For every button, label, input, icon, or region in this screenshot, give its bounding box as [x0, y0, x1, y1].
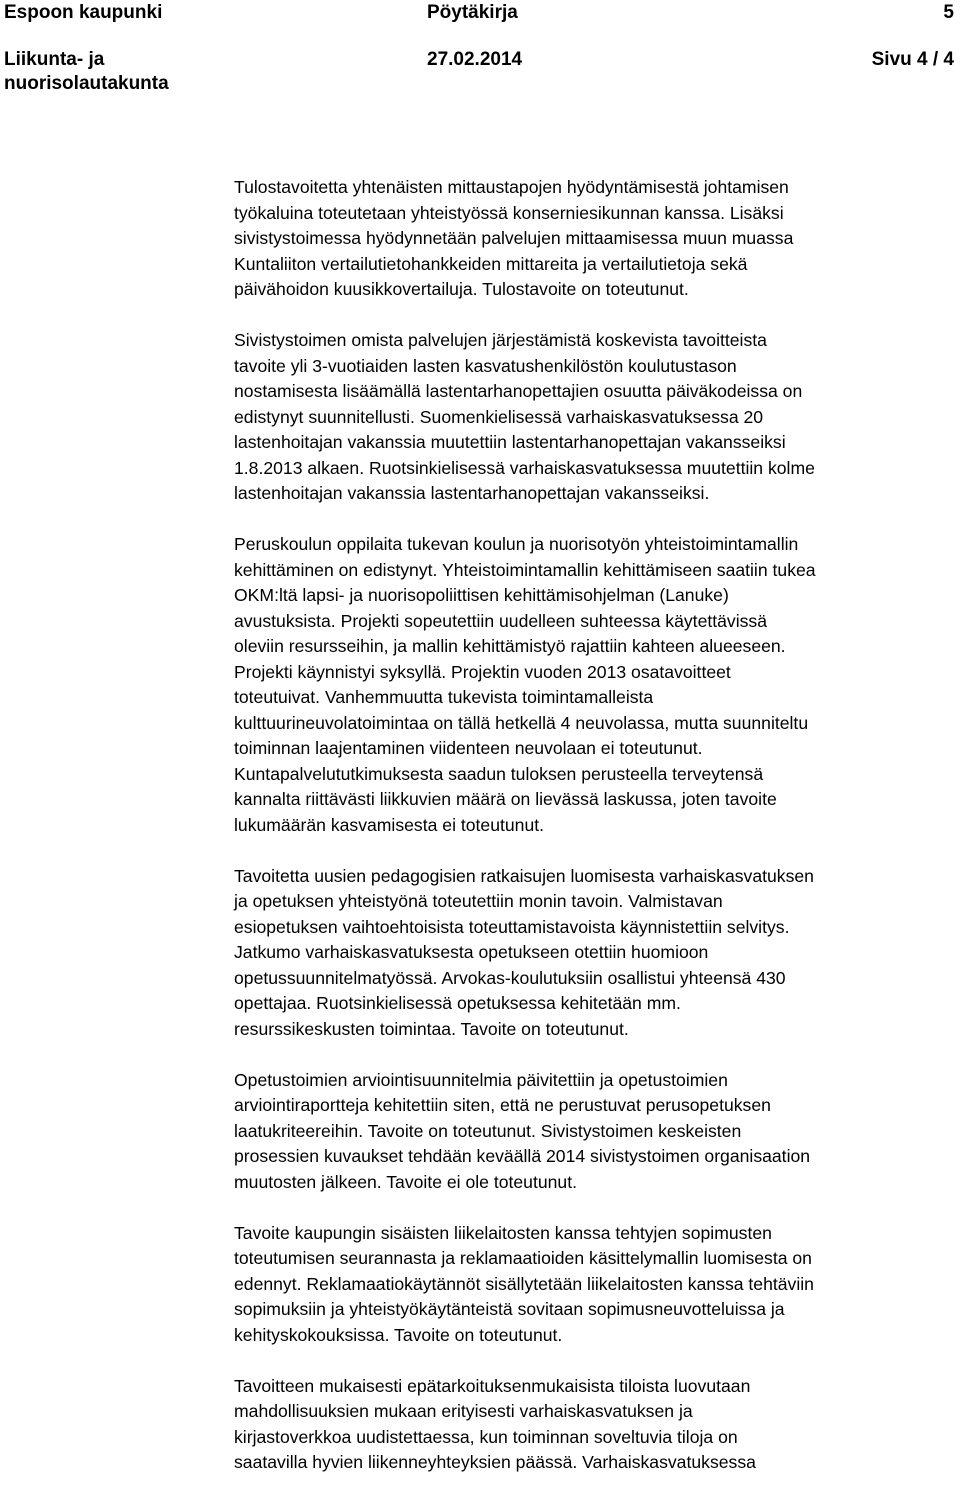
document-header [0, 0, 960, 94]
paragraph: Tulostavoitetta yhtenäisten mittaustapojen hyödyntämisestä johtamisen työkaluina toteutetaan yhteistyössä konserniesikunnan kanssa. Lisäksi sivistystoimessa hyödynnetään palvelujen mittaamisessa muun muassa Kuntaliiton vertailutietohankkeiden mittareita ja vertailutietoja sekä päivähoidon kuusikkovertailuja. Tulostavoite on toteutunut. [234, 177, 794, 299]
section-number: 5 [943, 2, 954, 23]
paragraph: Tavoitteen mukaisesti epätarkoituksenmukaisista tiloista luovutaan mahdollisuuksien mukaan erityisesti varhaiskasvatuksen ja kirjastoverkkoa uudistettaessa, kun toiminnan soveltuvia tiloja on saatavilla hyvien liikenneyhteyksien päässä. Varhaiskasvatuksessa [234, 1375, 756, 1472]
meeting-date: 27.02.2014 [427, 49, 523, 70]
page-number: Sivu 4 / 4 [871, 49, 954, 70]
committee-name [4, 48, 204, 96]
paragraph: Peruskoulun oppilaita tukevan koulun ja nuorisotyön yhteistoimintamallin kehittäminen on edistynyt. Yhteistoimintamallin kehittämiseen saatiin tukea OKM:ltä lapsi- ja nuorisopoliittisen kehittämisohjelman (Lanuke) avustuksista. Projekti sopeutettiin uudelleen suhteessa käytettävissä oleviin resursseihin, ja mallin kehittämistyö rajattiin kahteen alueeseen. Projekti käynnistyi syksyllä. Projektin vuoden 2013 osatavoitteet toteutuivat. Vanhemmuutta tukevista toimintamalleista kulttuurineuvolatoimintaa on tällä hetkellä 4 neuvolassa, mutta suunniteltu toiminnan laajentaminen viidenteen neuvolaan ei toteutunut. Kuntapalvelututkimuksesta saadun tuloksen perusteella terveytensä kannalta riittävästi liikkuvien määrä on lievässä laskussa, joten tavoite lukumäärän kasvamisesta ei toteutunut. [234, 534, 816, 835]
paragraph: Tavoitetta uusien pedagogisien ratkaisujen luomisesta varhaiskasvatuksen ja opetuksen yhteistyönä toteutettiin monin tavoin. Valmistavan esiopetuksen vaihtoehtoisista toteuttamistavoista käynnistettiin selvitys. Jatkumo varhaiskasvatuksesta opetukseen otettiin huomioon opetussuunnitelmatyössä. Arvokas-koulutuksiin osallistui yhteensä 430 opettajaa. Ruotsinkielisessä opetuksessa kehitetään mm. resurssikeskusten toimintaa. Tavoite on toteutunut. [234, 865, 814, 1039]
document-body [234, 175, 960, 1501]
paragraph: Tavoite kaupungin sisäisten liikelaitosten kanssa tehtyjen sopimusten toteutumisen seurannasta ja reklamaatioiden käsittelymallin luomisesta on edennyt. Reklamaatiokäytännöt sisällytetään liikelaitosten kanssa tehtäviin sopimuksiin ja yhteistyökäytänteistä sovitaan sopimusneuvotteluissa ja kehityskokouksissa. Tavoite on toteutunut. [234, 1222, 814, 1345]
document-type: Pöytäkirja [427, 2, 518, 23]
committee-name-line2: nuorisolautakunta [4, 73, 169, 94]
paragraph: Opetustoimien arviointisuunnitelmia päivitettiin ja opetustoimien arviointiraportteja kehitettiin siten, että ne perustuvat perusopetuksen laatukriteereihin. Tavoite on toteutunut. Sivistystoimen keskeisten prosessien kuvaukset tehdään keväällä 2014 sivistystoimen organisaation muutosten jälkeen. Tavoite ei ole toteutunut. [234, 1069, 811, 1192]
organization-name: Espoon kaupunki [4, 2, 163, 23]
committee-name-line1: Liikunta- ja [4, 49, 105, 70]
paragraph: Sivistystoimen omista palvelujen järjestämistä koskevista tavoitteista tavoite yli 3-vuotiaiden lasten kasvatushenkilöstön koulutustason nostamisesta lisäämällä lastentarhanopettajien osuutta päiväkodeissa on edistynyt suunnitellusti. Suomenkielisessä varhaiskasvatuksessa 20 lastenhoitajan vakanssia muutettiin lastentarhanopettajan vakansseiksi 1.8.2013 alkaen. Ruotsinkielisessä varhaiskasvatuksessa muutettiin kolme lastenhoitajan vakanssia lastentarhanopettajan vakansseiksi. [234, 330, 815, 503]
